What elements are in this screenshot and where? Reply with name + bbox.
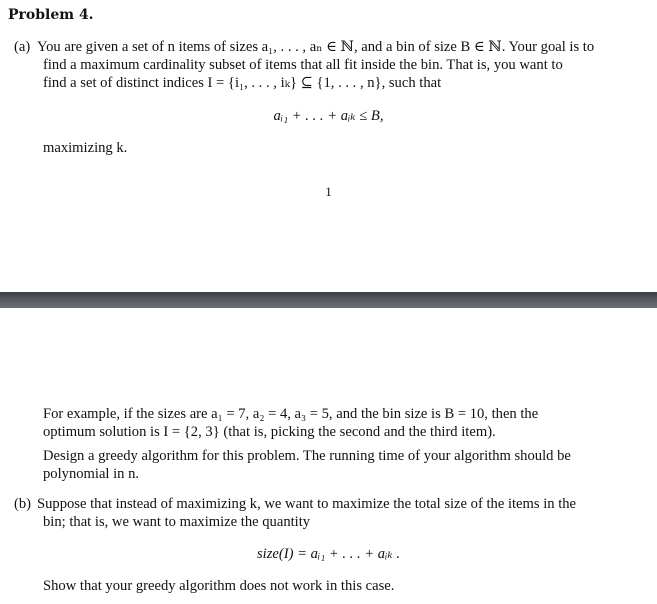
part-b-after-equation: Show that your greedy algorithm does not work in this case.	[43, 578, 395, 594]
design-line-1: Design a greedy algorithm for this problem. The running time of your algorithm should be	[43, 448, 571, 464]
problem-title: Problem 4.	[8, 7, 94, 23]
page-two	[0, 308, 657, 604]
page-number: 1	[325, 184, 332, 199]
part-a-line-3: find a set of distinct indices I = {i₁, . . . , iₖ} ⊆ {1, . . . , n}, such that	[43, 75, 442, 91]
part-a-label: (a)	[14, 39, 31, 55]
design-line-2: polynomial in n.	[43, 466, 140, 482]
part-a-equation: aᵢ₁ + . . . + aᵢₖ ≤ B,	[273, 108, 384, 124]
part-b-equation: size(I) = aᵢ₁ + . . . + aᵢₖ .	[256, 546, 401, 562]
example-line-2: optimum solution is I = {2, 3} (that is, picking the second and the third item).	[43, 424, 496, 440]
part-a-after-equation: maximizing k.	[43, 140, 128, 156]
page-one	[0, 0, 657, 292]
part-a-line-1: You are given a set of n items of sizes a₁, . . . , aₙ ∈ ℕ, and a bin of size B ∈ ℕ. Your goal is to	[37, 39, 595, 55]
part-b-line-1: Suppose that instead of maximizing k, we want to maximize the total size of the items in the	[37, 496, 577, 512]
part-a-line-2: find a maximum cardinality subset of items that all fit inside the bin. That is, you want to	[43, 57, 563, 73]
part-b-label: (b)	[14, 496, 32, 512]
part-b-line-2: bin; that is, we want to maximize the quantity	[43, 514, 311, 530]
example-line-1: For example, if the sizes are a₁ = 7, a₂ = 4, a₃ = 5, and the bin size is B = 10, then the	[43, 406, 539, 422]
page-separator	[0, 292, 657, 308]
